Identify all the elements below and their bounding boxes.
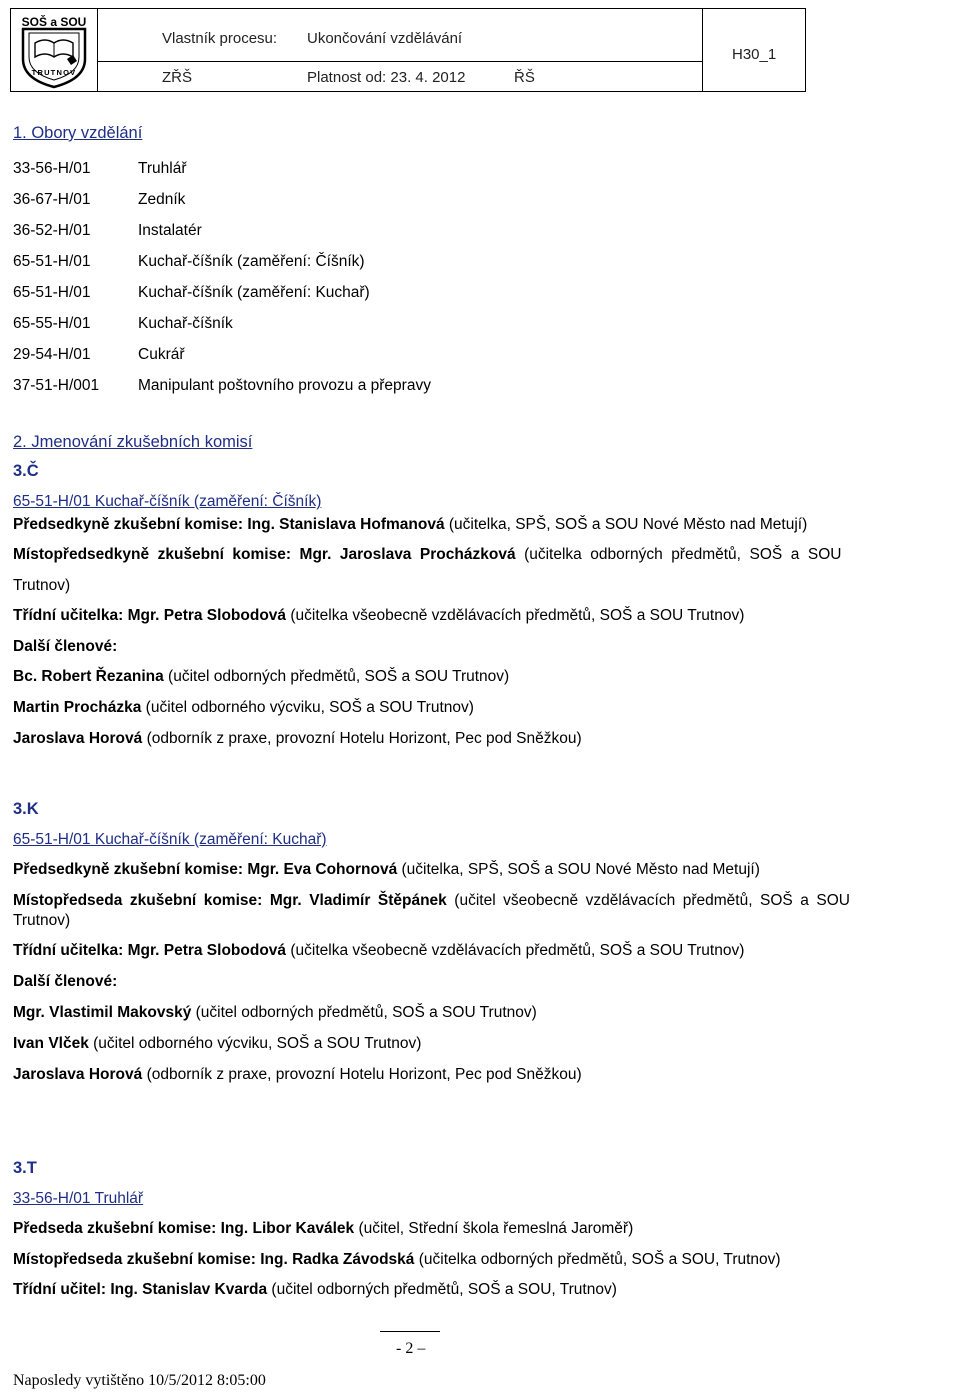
field-code: 33-56-H/01 bbox=[13, 160, 91, 177]
section-2-title: 2. Jmenování zkušebních komisí bbox=[13, 433, 253, 451]
teacher-label: Třídní učitel: bbox=[13, 1281, 106, 1298]
teacher-desc: (učitel odborných předmětů, SOŠ a SOU, Trutnov) bbox=[271, 1281, 617, 1298]
owner-label: Vlastník procesu: bbox=[162, 30, 278, 47]
field-name: Kuchař-číšník (zaměření: Číšník) bbox=[138, 253, 365, 270]
member-desc: (učitel odborných předmětů, SOŠ a SOU Trutnov) bbox=[168, 668, 510, 685]
field-name: Kuchař-číšník bbox=[138, 315, 233, 332]
logo-text: SOŠ a SOU bbox=[21, 15, 87, 29]
field-code: 65-51-H/01 bbox=[13, 253, 91, 270]
vice-desc-cont: Trutnov) bbox=[13, 577, 71, 594]
class-k-heading: 3.K bbox=[13, 800, 39, 818]
teacher-desc: (učitelka všeobecně vzdělávacích předmětů, SOŠ a SOU Trutnov) bbox=[290, 942, 745, 959]
field-code: 36-52-H/01 bbox=[13, 222, 91, 239]
vice-desc: (učitelka odborných předmětů, SOŠ a SOU, Trutnov) bbox=[418, 1251, 781, 1268]
chair-name: Ing. Libor Kaválek bbox=[220, 1220, 355, 1237]
others-label: Další členové: bbox=[13, 638, 118, 655]
field-name: Kuchař-číšník (zaměření: Kuchař) bbox=[138, 284, 370, 301]
class-k-teacher bbox=[13, 942, 744, 960]
others-label: Další členové: bbox=[13, 973, 118, 990]
class-c-chair bbox=[13, 516, 807, 534]
chair-label: Předsedkyně zkušební komise: bbox=[13, 861, 244, 878]
class-c-teacher bbox=[13, 607, 744, 625]
teacher-label: Třídní učitelka: bbox=[13, 942, 124, 959]
chair-desc: (učitelka, SPŠ, SOŠ a SOU Nové Město nad Metují) bbox=[448, 516, 808, 533]
member-item bbox=[13, 1004, 537, 1022]
class-t-field: 33-56-H/01 Truhlář bbox=[13, 1190, 144, 1207]
field-code: 65-51-H/01 bbox=[13, 284, 91, 301]
field-code: 37-51-H/001 bbox=[13, 377, 100, 394]
logo-cell bbox=[11, 9, 98, 91]
field-name: Instalatér bbox=[138, 222, 202, 239]
field-name: Truhlář bbox=[138, 160, 187, 177]
field-code: 36-67-H/01 bbox=[13, 191, 91, 208]
teacher-name: Mgr. Petra Slobodová bbox=[127, 942, 287, 959]
school-logo-icon bbox=[11, 9, 97, 91]
member-desc: (učitel odborných předmětů, SOŠ a SOU Trutnov) bbox=[195, 1004, 537, 1021]
vice-label: Místopředsedkyně zkušební komise: bbox=[13, 546, 292, 563]
page-number: - 2 – bbox=[396, 1340, 426, 1357]
class-k-chair bbox=[13, 861, 760, 879]
vice-label: Místopředseda zkušební komise: bbox=[13, 892, 263, 909]
vice-name: Mgr. Vladimír Štěpánek bbox=[269, 892, 447, 909]
logo-bottom-text: TRUTNOV bbox=[31, 68, 77, 77]
section-1-title: 1. Obory vzdělání bbox=[13, 124, 143, 142]
vice-desc: (učitel všeobecně vzdělávacích předmětů, SOŠ a SOU bbox=[454, 892, 850, 909]
member-name: Bc. Robert Řezanina bbox=[13, 668, 164, 685]
member-name: Jaroslava Horová bbox=[13, 1066, 143, 1083]
member-desc: (učitel odborného výcviku, SOŠ a SOU Trutnov) bbox=[93, 1035, 422, 1052]
rs-label: ŘŠ bbox=[514, 69, 535, 86]
member-item bbox=[13, 1066, 582, 1084]
validity-date: Platnost od: 23. 4. 2012 bbox=[307, 69, 466, 86]
member-desc: (odborník z praxe, provozní Hotelu Horizont, Pec pod Sněžkou) bbox=[146, 1066, 582, 1083]
class-t-chair bbox=[13, 1220, 633, 1238]
chair-name: Mgr. Eva Cohornová bbox=[247, 861, 398, 878]
member-desc: (odborník z praxe, provozní Hotelu Horizont, Pec pod Sněžkou) bbox=[146, 730, 582, 747]
class-c-field: 65-51-H/01 Kuchař-číšník (zaměření: Číšník) bbox=[13, 493, 322, 510]
header-divider bbox=[97, 61, 703, 62]
class-t-heading: 3.T bbox=[13, 1159, 37, 1177]
chair-name: Ing. Stanislava Hofmanová bbox=[247, 516, 445, 533]
doc-code: H30_1 bbox=[732, 46, 777, 63]
member-item bbox=[13, 668, 509, 686]
field-name: Zedník bbox=[138, 191, 186, 208]
vice-desc-cont: Trutnov) bbox=[13, 912, 71, 929]
field-name: Cukrář bbox=[138, 346, 185, 363]
class-c-heading: 3.Č bbox=[13, 462, 39, 480]
teacher-label: Třídní učitelka: bbox=[13, 607, 124, 624]
member-item bbox=[13, 699, 474, 717]
field-code: 65-55-H/01 bbox=[13, 315, 91, 332]
field-code: 29-54-H/01 bbox=[13, 346, 91, 363]
teacher-desc: (učitelka všeobecně vzdělávacích předmětů, SOŠ a SOU Trutnov) bbox=[290, 607, 745, 624]
member-item bbox=[13, 1035, 421, 1053]
field-name: Manipulant poštovního provozu a přepravy bbox=[138, 377, 431, 394]
chair-desc: (učitel, Střední škola řemeslná Jaroměř) bbox=[358, 1220, 634, 1237]
member-desc: (učitel odborného výcviku, SOŠ a SOU Trutnov) bbox=[145, 699, 474, 716]
class-t-vice bbox=[13, 1251, 781, 1269]
member-name: Ivan Vlček bbox=[13, 1035, 89, 1052]
print-timestamp: Naposledy vytištěno 10/5/2012 8:05:00 bbox=[13, 1372, 266, 1389]
class-k-field: 65-51-H/01 Kuchař-číšník (zaměření: Kuchař) bbox=[13, 831, 327, 848]
member-name: Mgr. Vlastimil Makovský bbox=[13, 1004, 192, 1021]
class-k-vice bbox=[13, 892, 850, 910]
owner-value: Ukončování vzdělávání bbox=[307, 30, 463, 47]
class-t-teacher bbox=[13, 1281, 617, 1299]
chair-label: Předseda zkušební komise: bbox=[13, 1220, 217, 1237]
zrs-label: ZŘŠ bbox=[162, 69, 192, 86]
class-c-vice bbox=[13, 546, 841, 564]
footer-rule bbox=[380, 1331, 440, 1332]
member-name: Martin Procházka bbox=[13, 699, 142, 716]
vice-label: Místopředseda zkušební komise: bbox=[13, 1251, 256, 1268]
vice-desc: (učitelka odborných předmětů, SOŠ a SOU bbox=[524, 546, 842, 563]
chair-desc: (učitelka, SPŠ, SOŠ a SOU Nové Město nad Metují) bbox=[401, 861, 760, 878]
member-name: Jaroslava Horová bbox=[13, 730, 143, 747]
vice-name: Ing. Radka Závodská bbox=[260, 1251, 415, 1268]
member-item bbox=[13, 730, 582, 748]
teacher-name: Mgr. Petra Slobodová bbox=[127, 607, 287, 624]
teacher-name: Ing. Stanislav Kvarda bbox=[110, 1281, 268, 1298]
vice-name: Mgr. Jaroslava Procházková bbox=[299, 546, 516, 563]
chair-label: Předsedkyně zkušební komise: bbox=[13, 516, 244, 533]
